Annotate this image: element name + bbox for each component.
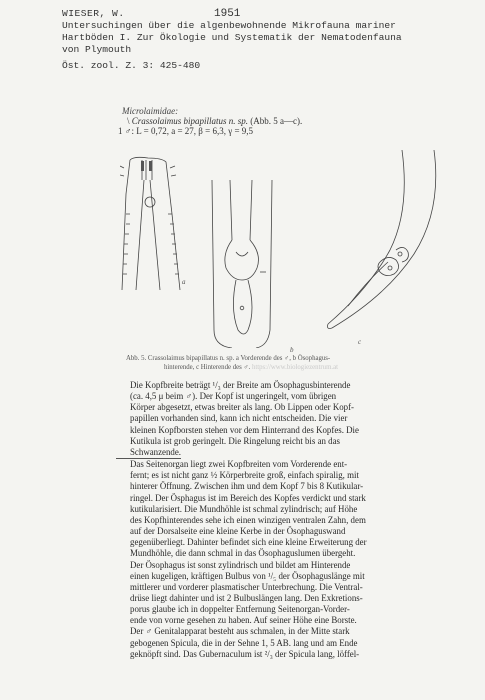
watermark: https://www.biologiezentrum.at [251,364,338,371]
body-text [116,380,466,660]
text-line: Schwanzende. [116,447,181,459]
citation-header [62,8,462,72]
paragraph [116,626,466,659]
text-line: des Kopfhinterendes sehe ich einen winzigen ventralen Zahn, dem [130,514,366,525]
text-line: Mundhöhle, die dann schmal in das Ösophaguslumen übergeht. [130,548,356,559]
text-line: ende von vorne gesehen zu haben. Auf seiner Höhe eine Borste. [130,615,357,626]
text-line: Kutikula ist grob geringelt. Die Ringelung reicht bis an das [130,435,341,446]
text-line: Der Ösophagus ist sonst zylindrisch und bildet am Hinterende [130,559,351,570]
text-line: papillen vorhanden sind, kann ich nicht entscheiden. Die vier [130,413,348,424]
text-line: Der ♂ Genitalapparat besteht aus schmalen, in der Mitte stark [130,626,350,637]
figure-5b-esophagus [202,180,284,348]
text-line: hinterer Öffnung. Zwischen ihm und dem Kopf 7 bis 8 Kutikular- [130,481,364,492]
text-line: fernt; es ist nicht ganz ½ Körperbreite groß, einfach spiralig, mit [130,470,359,481]
citation-journal: Öst. zool. Z. 3: 425-480 [62,60,201,71]
citation-title-line: von Plymouth [62,44,132,55]
citation-title-line: Hartböden I. Zur Ökologie und Systematik der Nematodenfauna [62,32,402,43]
text-line: einen kugeligen, kräftigen Bulbus von ¹/₅ der Ösophaguslänge mit [130,570,365,581]
figure-5a-anterior-end [120,154,192,294]
text-line: Körper abgesetzt, etwas breiter als lang. Ob Lippen oder Kopf- [130,402,355,413]
text-line: kleinen Kopfborsten stehen vor dem Hinterrand des Kopfes. Die [130,424,359,435]
text-line: ringel. Der Ösphagus ist im Bereich des Kopfes verdickt und stark [130,492,366,503]
text-line: porus glaube ich in doppelter Entfernung Seitenorgan-Vorder- [130,604,350,615]
measurement-formula: 1 ♂: L = 0,72, a = 27, β = 6,3, γ = 9,5 [118,126,254,136]
figure-label-a: a [182,278,186,286]
species-name: Crassolaimus bipapillatus n. sp. [131,116,249,126]
text-line: auf der Dorsalseite eine kleine Kerbe in der Ösophaguswand [130,526,346,537]
text-line: mittlerer und vorderer plasmatischer Unterbrechung. Die Ventral- [130,581,363,592]
text-line: drüse liegt dahinter und ist 2 Bulbuslängen lang. Den Exkretions- [130,592,363,603]
check-mark: \ [127,116,130,126]
figure-5c-posterior-end [318,150,448,340]
citation-author: WIESER, W. [62,8,125,19]
text-line: Das Seitenorgan liegt zwei Kopfbreiten vom Vorderende ent- [130,459,348,470]
text-line: kutikularisiert. Die Mundhöhle ist schmal zylindrisch; auf Höhe [130,503,358,514]
paragraph [116,459,466,626]
text-line: gegenüberliegt. Dahinter befindet sich eine kleine Erweiterung der [130,537,367,548]
family-heading: Microlaimidae: [122,106,179,116]
caption-line: hinterende, c Hinterende des ♂. [164,364,251,371]
text-line: geknöpft sind. Das Gubernaculum ist ²/₃ der Spicula lang, löffel- [130,648,360,659]
caption-line: Abb. 5. Crassolaimus bipapillatus n. sp. a Vorderende des ♂, b Ösophagus- [126,355,331,362]
figure-label-b: b [290,346,294,354]
citation-year: 1951 [214,8,241,20]
paragraph [116,380,466,459]
species-heading [127,116,302,126]
text-line: gebogenen Spicula, die in der Sehne 1, 5 AB. lang und am Ende [130,637,358,648]
citation-title-line: Untersuchingen über die algenbewohnende Mikrofauna mariner [62,20,396,31]
figure-label-c: c [358,338,362,346]
text-line: (ca. 4,5 μ beim ♂). Der Kopf ist ungeringelt, vom übrigen [130,391,337,402]
figure-caption [126,354,466,372]
figure-5 [120,150,460,354]
figure-reference: (Abb. 5 a—c). [250,116,303,126]
text-line: Die Kopfbreite beträgt ¹/₃ der Breite am Ösophagusbinterende [130,380,351,390]
